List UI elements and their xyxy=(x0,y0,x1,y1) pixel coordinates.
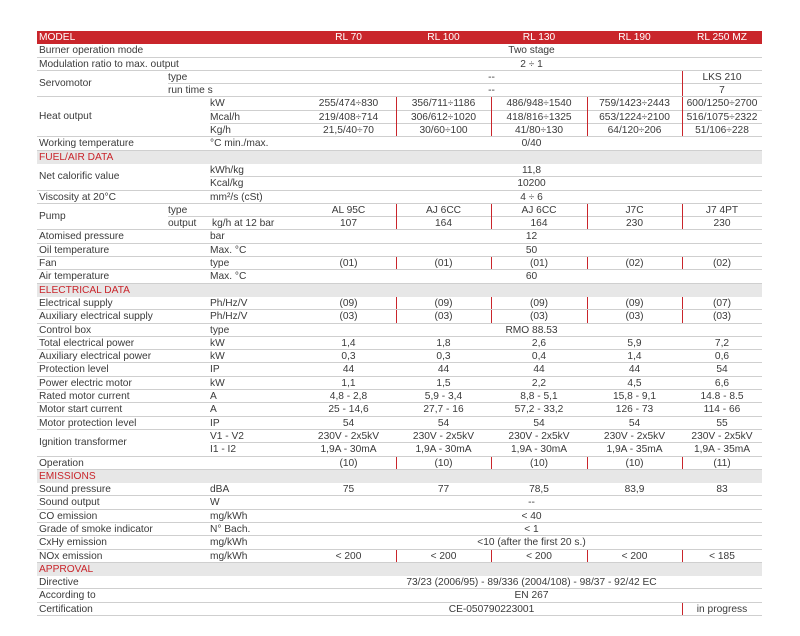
row-value: 600/1250÷2700 xyxy=(686,98,758,110)
row-value: 1,9A - 30mA xyxy=(415,444,472,456)
row-value: (10) xyxy=(339,457,358,469)
row-value: 4,8 - 2,8 xyxy=(329,391,368,403)
table-row xyxy=(37,137,762,150)
row-label: Air temperature xyxy=(39,271,110,283)
row-value: 255/474÷830 xyxy=(318,98,379,110)
table-row xyxy=(37,536,762,549)
section-title: FUEL/AIR DATA xyxy=(39,151,114,163)
row-value: 230 xyxy=(713,218,731,230)
table-row xyxy=(37,550,762,563)
row-value: -- xyxy=(528,497,535,509)
section-title: APPROVAL xyxy=(39,563,94,575)
row-label: Protection level xyxy=(39,364,109,376)
row-value: J7 4PT xyxy=(705,204,739,216)
row-value: 7 xyxy=(719,85,725,97)
row-value: (01) xyxy=(434,258,453,270)
table-row xyxy=(37,523,762,536)
row-label: Sound output xyxy=(39,497,100,509)
row-sublabel: type xyxy=(168,204,188,216)
row-unit: mg/kWh xyxy=(210,510,248,522)
row-value: 230V - 2x5kV xyxy=(603,430,666,442)
row-value: < 185 xyxy=(709,550,735,562)
row-value: AJ 6CC xyxy=(521,204,557,216)
row-value: 11,8 xyxy=(521,164,542,176)
row-value: (11) xyxy=(713,457,731,469)
model-name: RL 70 xyxy=(335,32,362,43)
row-value: < 40 xyxy=(521,510,542,522)
row-value: 418/816÷1325 xyxy=(506,111,572,123)
row-unit: Mcal/h xyxy=(210,111,241,123)
row-unit: mg/kWh xyxy=(210,537,248,549)
row-value: < 200 xyxy=(430,550,457,562)
row-value: (09) xyxy=(529,297,549,309)
model-header-row xyxy=(37,31,762,44)
row-value: AJ 6CC xyxy=(425,204,462,216)
row-value: (01) xyxy=(529,258,549,270)
table-row-group xyxy=(37,430,762,457)
row-value: AL 95C xyxy=(331,204,366,216)
table-row xyxy=(37,589,762,602)
row-unit: kW xyxy=(210,377,225,389)
table-row xyxy=(37,337,762,350)
row-value: 2 ÷ 1 xyxy=(520,58,543,70)
row-value: 306/612÷1020 xyxy=(410,111,477,123)
row-value: 653/1224÷2100 xyxy=(599,111,670,123)
row-value: 1,9A - 35mA xyxy=(693,444,751,456)
row-value: 230V - 2x5kV xyxy=(508,430,570,442)
row-unit: IP xyxy=(210,364,220,376)
row-value: 25 - 14,6 xyxy=(328,404,369,416)
row-value: 21,5/40÷70 xyxy=(323,125,374,137)
row-unit: Max. °C xyxy=(210,244,247,256)
row-value: 4,5 xyxy=(627,377,642,389)
row-value: 0,6 xyxy=(714,351,730,363)
row-value: 57,2 - 33,2 xyxy=(514,404,564,416)
row-value: 0,4 xyxy=(531,351,547,363)
row-value: 54 xyxy=(437,417,450,429)
row-label: Electrical supply xyxy=(39,297,113,309)
row-value: 1,1 xyxy=(341,377,356,389)
row-value: 230V - 2x5kV xyxy=(691,430,753,442)
row-unit: A xyxy=(210,391,217,403)
table-row-group xyxy=(37,164,762,191)
row-label: Sound pressure xyxy=(39,484,111,496)
row-value: (02) xyxy=(712,258,732,270)
row-label: Power electric motor xyxy=(39,377,132,389)
row-unit: dBA xyxy=(210,484,230,496)
row-unit: Kg/h xyxy=(210,125,231,137)
row-value: 44 xyxy=(342,364,355,376)
row-value: 126 - 73 xyxy=(615,404,654,416)
row-value: 114 - 66 xyxy=(703,404,741,416)
row-value: 1,5 xyxy=(436,377,451,389)
row-value: 5,9 xyxy=(627,337,642,349)
row-value: 6,6 xyxy=(714,377,730,389)
table-row xyxy=(37,457,762,470)
row-unit: Ph/Hz/V xyxy=(210,297,248,309)
table-row xyxy=(37,230,762,243)
row-value: -- xyxy=(488,85,495,97)
row-unit: kWh/kg xyxy=(210,164,244,176)
row-unit: kW xyxy=(210,337,225,349)
row-label: Servomotor xyxy=(39,77,92,89)
row-unit: bar xyxy=(210,231,225,243)
table-row xyxy=(37,603,762,616)
row-sublabel: run time s xyxy=(168,85,213,97)
row-value: EN 267 xyxy=(514,590,549,602)
row-value: 759/1423÷2443 xyxy=(599,98,670,110)
row-value: < 200 xyxy=(621,550,648,562)
row-value: 55 xyxy=(716,417,728,429)
table-row xyxy=(37,191,762,204)
section-header-fuel-air xyxy=(37,151,762,164)
row-value: 10200 xyxy=(517,178,546,190)
row-value: 1,8 xyxy=(436,337,451,349)
row-label: Ignition transformer xyxy=(39,436,127,448)
row-value: 7,2 xyxy=(714,337,730,349)
row-value: 78,5 xyxy=(529,484,549,496)
row-value: 107 xyxy=(340,218,357,230)
table-row xyxy=(37,576,762,589)
row-value: 516/1075÷2322 xyxy=(686,111,758,123)
table-row xyxy=(37,390,762,403)
row-value: 230 xyxy=(626,218,643,230)
table-row xyxy=(37,58,762,71)
row-value: (09) xyxy=(434,297,453,309)
section-title: ELECTRICAL DATA xyxy=(39,284,130,296)
row-value: 44 xyxy=(628,364,641,376)
row-value: 0,3 xyxy=(436,351,451,363)
row-label: Heat output xyxy=(39,111,92,123)
section-header-approval xyxy=(37,563,762,576)
table-row-group xyxy=(37,71,762,98)
row-label: Oil temperature xyxy=(39,244,110,256)
row-value: (07) xyxy=(712,297,732,309)
row-value: 2,6 xyxy=(531,337,547,349)
table-row-group xyxy=(37,204,762,231)
row-value: 44 xyxy=(437,364,450,376)
row-unit: kW xyxy=(210,98,225,110)
row-value: (03) xyxy=(339,311,358,323)
row-value: (03) xyxy=(625,311,644,323)
row-value: 41/80÷130 xyxy=(514,125,564,137)
table-row xyxy=(37,403,762,416)
model-name: RL 130 xyxy=(522,32,556,43)
table-row-group xyxy=(37,97,762,137)
row-value: 54 xyxy=(716,364,728,376)
row-value: (10) xyxy=(625,457,644,469)
row-value: 1,9A - 30mA xyxy=(320,444,377,456)
row-value: (01) xyxy=(339,258,358,270)
table-row xyxy=(37,377,762,390)
row-unit: kW xyxy=(210,351,225,363)
row-label: Auxiliary electrical supply xyxy=(39,311,153,323)
row-value: 50 xyxy=(525,244,538,256)
row-value: Two stage xyxy=(508,45,555,57)
row-value: 27,7 - 16 xyxy=(423,404,464,416)
row-label: Net calorific value xyxy=(39,170,120,182)
row-label: Motor protection level xyxy=(39,417,137,429)
model-name: RL 190 xyxy=(618,32,651,43)
row-value: 83 xyxy=(716,484,728,496)
row-value: 230V - 2x5kV xyxy=(317,430,380,442)
row-value: -- xyxy=(488,71,495,83)
row-unit: Max. °C xyxy=(210,271,247,283)
row-unit: Kcal/kg xyxy=(210,178,244,190)
row-label: Viscosity at 20°C xyxy=(39,191,116,203)
row-value: (02) xyxy=(625,258,644,270)
row-unit: A xyxy=(210,404,217,416)
row-value: 1,9A - 30mA xyxy=(510,444,568,456)
row-value: 54 xyxy=(628,417,641,429)
row-label: Control box xyxy=(39,324,92,336)
row-value: RMO 88.53 xyxy=(505,324,558,336)
row-value: (03) xyxy=(529,311,549,323)
row-value: 8,8 - 5,1 xyxy=(520,391,558,403)
row-value: 12 xyxy=(525,231,538,243)
table-row xyxy=(37,270,762,283)
table-row xyxy=(37,297,762,310)
row-value: CE-050790223001 xyxy=(448,603,535,615)
row-label: Working temperature xyxy=(39,138,134,150)
row-value: 4 ÷ 6 xyxy=(520,191,543,203)
row-unit: IP xyxy=(210,417,220,429)
row-value: 164 xyxy=(435,218,452,230)
row-value: 2,2 xyxy=(531,377,547,389)
row-unit: kg/h at 12 bar xyxy=(212,218,275,230)
row-value: 1,4 xyxy=(627,351,642,363)
row-value: 164 xyxy=(530,218,548,230)
row-unit: V1 - V2 xyxy=(210,430,244,442)
row-value: 73/23 (2006/95) - 89/336 (2004/108) - 98/37 - 92/42 EC xyxy=(406,577,657,589)
row-label: Directive xyxy=(39,577,79,589)
row-value: (10) xyxy=(434,457,453,469)
row-value: (03) xyxy=(434,311,453,323)
table-row xyxy=(37,496,762,509)
row-value: 1,9A - 35mA xyxy=(606,444,663,456)
row-value: < 200 xyxy=(335,550,362,562)
model-label: MODEL xyxy=(39,32,76,43)
row-label: Total electrical power xyxy=(39,337,135,349)
table-row xyxy=(37,363,762,376)
row-label: Grade of smoke indicator xyxy=(39,523,153,535)
row-label: Atomised pressure xyxy=(39,231,124,243)
row-value: 14.8 - 8.5 xyxy=(700,391,744,403)
row-value: < 1 xyxy=(524,523,539,535)
row-value: 5,9 - 3,4 xyxy=(424,391,463,403)
row-label: According to xyxy=(39,590,96,602)
row-value: 0/40 xyxy=(521,138,542,150)
row-value: 1,4 xyxy=(341,337,356,349)
row-value: < 200 xyxy=(526,550,552,562)
row-value: (10) xyxy=(529,457,549,469)
row-value: <10 (after the first 20 s.) xyxy=(477,537,586,549)
row-label: Burner operation mode xyxy=(39,45,144,57)
row-label: CO emission xyxy=(39,510,98,522)
table-row xyxy=(37,44,762,57)
row-value: 83,9 xyxy=(624,484,645,496)
row-value: 486/948÷1540 xyxy=(506,98,572,110)
table-row xyxy=(37,257,762,270)
row-value: 51/106÷228 xyxy=(695,125,749,137)
row-label: Modulation ratio to max. output xyxy=(39,58,179,70)
row-unit: Ph/Hz/V xyxy=(210,311,248,323)
row-unit: mg/kWh xyxy=(210,550,248,562)
row-value: in progress xyxy=(696,603,748,615)
table-row xyxy=(37,310,762,323)
row-value: 54 xyxy=(342,417,355,429)
row-label: NOx emission xyxy=(39,550,103,562)
row-label: Auxiliary electrical power xyxy=(39,351,152,363)
section-header-emissions xyxy=(37,470,762,483)
table-row xyxy=(37,417,762,430)
row-value: 77 xyxy=(437,484,450,496)
table-row xyxy=(37,350,762,363)
row-value: 60 xyxy=(525,271,538,283)
model-name: RL 100 xyxy=(427,32,460,43)
row-unit: type xyxy=(210,324,230,336)
row-label: Motor start current xyxy=(39,404,123,416)
row-label: Pump xyxy=(39,210,66,222)
row-sublabel: type xyxy=(168,71,188,83)
model-name: RL 250 MZ xyxy=(696,32,747,43)
row-value: 219/408÷714 xyxy=(318,111,379,123)
technical-data-table xyxy=(37,31,762,616)
row-value: 64/120÷206 xyxy=(607,125,662,137)
row-label: Operation xyxy=(39,457,84,469)
row-unit: I1 - I2 xyxy=(210,444,237,456)
row-unit: type xyxy=(210,258,230,270)
row-label: CxHy emission xyxy=(39,537,107,549)
row-value: 30/60÷100 xyxy=(419,125,468,137)
section-header-electrical xyxy=(37,284,762,297)
table-row xyxy=(37,483,762,496)
row-value: (09) xyxy=(339,297,358,309)
row-label: Fan xyxy=(39,258,57,270)
row-value: 0,3 xyxy=(341,351,356,363)
row-value: 230V - 2x5kV xyxy=(412,430,475,442)
row-value: J7C xyxy=(625,204,644,216)
row-value: 356/711÷1186 xyxy=(411,98,476,110)
section-title: EMISSIONS xyxy=(39,470,96,482)
row-value: 54 xyxy=(533,417,545,429)
row-sublabel: output xyxy=(168,218,197,230)
table-row xyxy=(37,510,762,523)
row-label: Rated motor current xyxy=(39,391,130,403)
table-row xyxy=(37,324,762,337)
row-value: LKS 210 xyxy=(702,71,742,83)
row-unit: °C min./max. xyxy=(210,138,269,150)
row-unit: N° Bach. xyxy=(210,523,251,535)
row-unit: W xyxy=(210,497,220,509)
row-label: Certification xyxy=(39,603,93,615)
table-row xyxy=(37,244,762,257)
row-value: (09) xyxy=(625,297,644,309)
row-value: 75 xyxy=(342,484,355,496)
row-value: 15,8 - 9,1 xyxy=(612,391,657,403)
row-value: (03) xyxy=(712,311,732,323)
row-unit: mm²/s (cSt) xyxy=(210,191,263,203)
row-value: 44 xyxy=(533,364,545,376)
